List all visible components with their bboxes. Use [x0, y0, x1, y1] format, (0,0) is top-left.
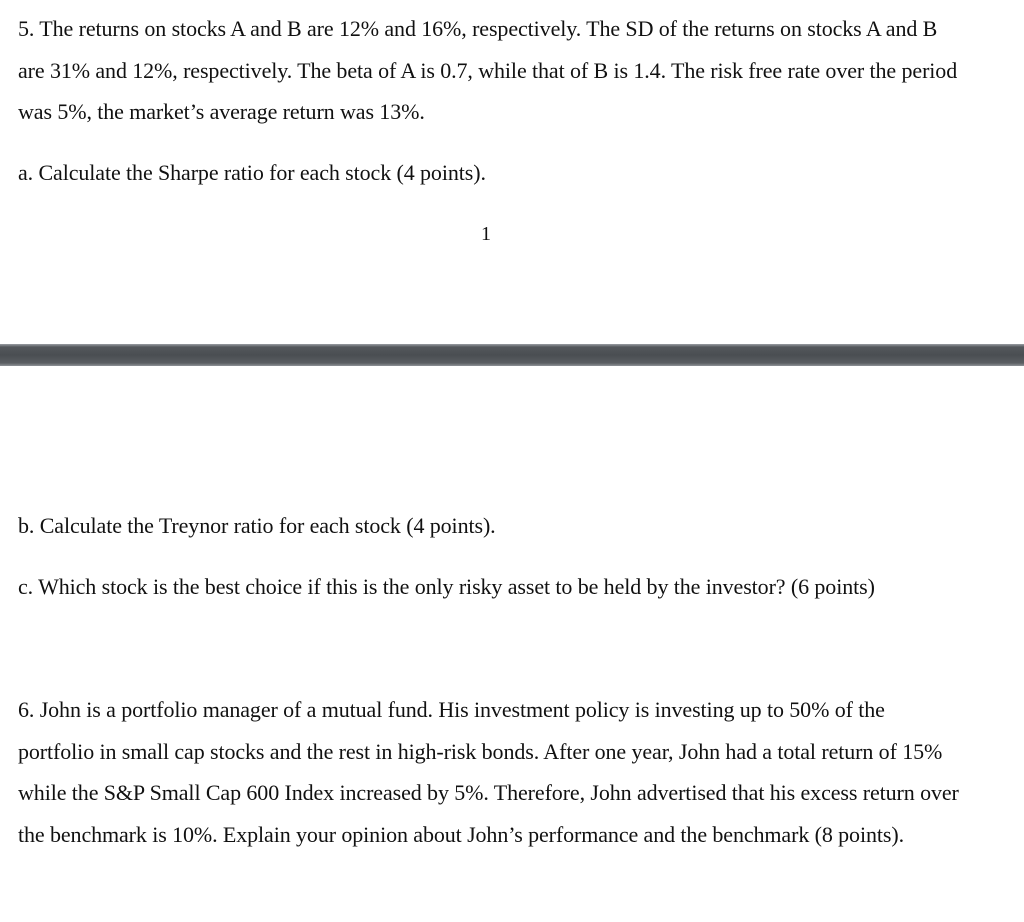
- question-5-part-a: a. Calculate the Sharpe ratio for each stock (4 points).: [18, 160, 486, 185]
- document-page-1: [0, 0, 1024, 344]
- page-separator: [0, 344, 1024, 366]
- question-6-text: 6. John is a portfolio manager of a mutual fund. His investment policy is investing up to 50% of the portfolio in small cap stocks and the rest in high-risk bonds. After one year, John had a total return of 15% while the S&P Small Cap 600 Index increased by 5%. Therefore, John advertised that his excess return over the benchmark is 10%. Explain your opinion about John’s performance and the benchmark (8 points).: [18, 697, 959, 847]
- question-5-part-b: b. Calculate the Treynor ratio for each stock (4 points).: [18, 513, 496, 538]
- question-5-part-c: c. Which stock is the best choice if this is the only risky asset to be held by the investor? (6 points): [18, 574, 875, 599]
- page-number: 1: [481, 223, 491, 245]
- question-5-stem: 5. The returns on stocks A and B are 12% and 16%, respectively. The SD of the returns on stocks A and B are 31% and 12%, respectively. The beta of A is 0.7, while that of B is 1.4. The risk free rate over the period was 5%, the market’s average return was 13%.: [18, 16, 958, 124]
